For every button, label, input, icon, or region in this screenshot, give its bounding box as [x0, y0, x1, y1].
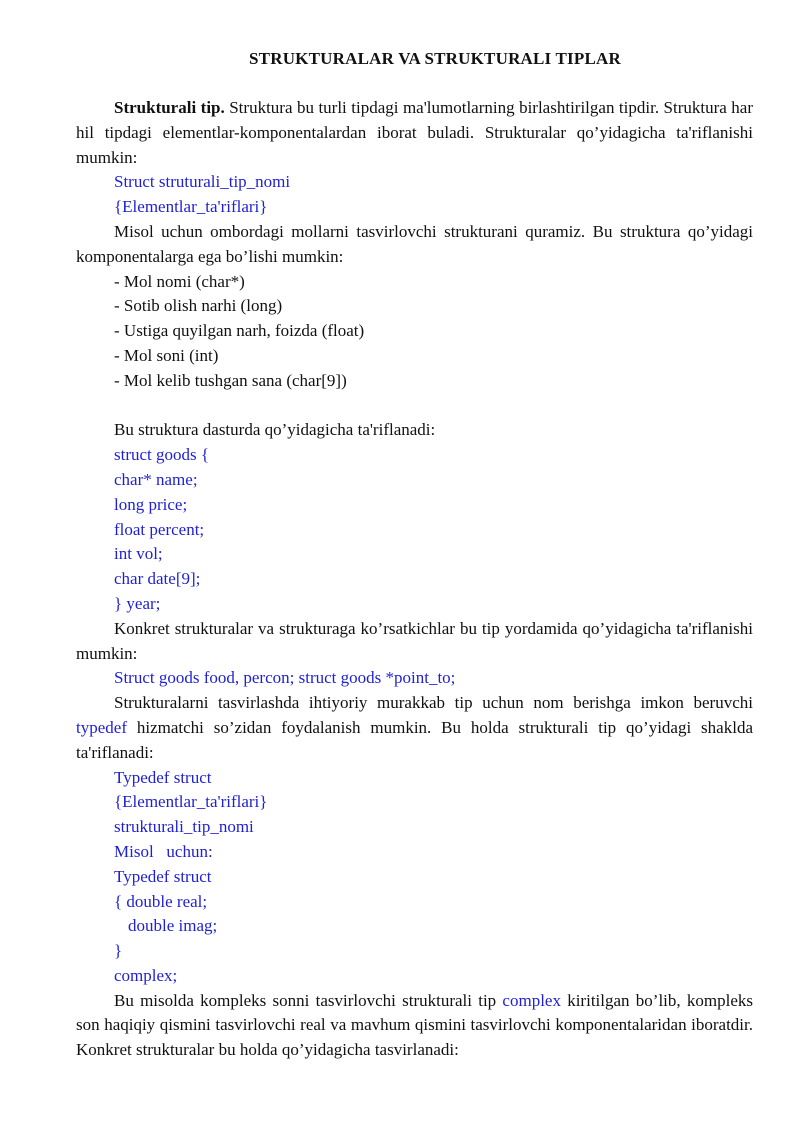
code-line: char* name;	[114, 469, 198, 489]
final-text-before: Bu misolda kompleks sonni tasvirlovchi strukturali tip	[114, 990, 503, 1010]
code-line: } year;	[114, 593, 161, 613]
page-title: STRUKTURALAR VA STRUKTURALI TIPLAR	[249, 49, 621, 68]
list-item: - Ustiga quyilgan narh, foizda (float)	[114, 321, 365, 341]
code-line: Struct struturali_tip_nomi	[114, 172, 291, 192]
code-line: Misol uchun:	[114, 841, 213, 861]
code-line: {Elementlar_ta'riflari}	[114, 792, 268, 812]
typedef-paragraph	[76, 691, 753, 765]
code-line: {Elementlar_ta'riflari}	[114, 197, 268, 217]
pointer-paragraph: Konkret strukturalar va strukturaga ko’rsatkichlar bu tip yordamida qo’yidagicha ta'riflanishi mumkin:	[76, 618, 753, 663]
example-paragraph: Misol uchun ombordagi mollarni tasvirlovchi strukturani quramiz. Bu struktura qo’yidagi komponentalarga ega bo’lishi mumkin:	[76, 221, 753, 266]
define-paragraph: Bu struktura dasturda qo’yidagicha ta'riflanadi:	[114, 420, 436, 440]
document-body	[76, 96, 753, 1063]
code-line: Struct goods food, percon; struct goods *point_to;	[114, 668, 456, 688]
code-line: Typedef struct	[114, 866, 212, 886]
code-line: Typedef struct	[114, 767, 212, 787]
typedef-keyword: typedef	[76, 717, 127, 737]
intro-paragraph	[76, 96, 753, 170]
typedef-text-before: Strukturalarni tasvirlashda ihtiyoriy murakkab tip uchun nom berishga imkon beruvchi	[114, 693, 753, 713]
code-line: float percent;	[114, 519, 205, 539]
final-text-after: kiritilgan bo’lib, kompleks son haqiqiy qismini tasvirlovchi real va mavhum qismini tasvirlovchi komponentalaridan iboratdir. Konkret strukturalar bu holda qo’yidagicha tasvirlanadi:	[76, 990, 753, 1060]
code-line: double imag;	[128, 916, 218, 936]
intro-text: Struktura bu turli tipdagi ma'lumotlarning birlashtirilgan tipdir. Struktura har hil tipdagi elementlar-komponentalardan iborat buladi. Strukturalar qo’yidagicha ta'riflanishi mumkin:	[76, 98, 753, 167]
code-line: }	[114, 941, 123, 961]
final-paragraph	[76, 989, 753, 1063]
list-item: - Mol nomi (char*)	[114, 271, 245, 291]
code-line: complex;	[114, 965, 178, 985]
code-line: long price;	[114, 494, 188, 514]
code-line: strukturali_tip_nomi	[114, 817, 254, 837]
code-line: { double real;	[114, 891, 208, 911]
list-item: - Mol soni (int)	[114, 345, 219, 365]
code-line: int vol;	[114, 544, 163, 564]
code-line: char date[9];	[114, 569, 201, 589]
list-item: - Sotib olish narhi (long)	[114, 296, 283, 316]
list-item: - Mol kelib tushgan sana (char[9])	[114, 370, 347, 390]
typedef-text-after: hizmatchi so’zidan foydalanish mumkin. Bu holda strukturali tip qo’yidagi shaklda ta'riflanadi:	[76, 717, 753, 762]
intro-term: Strukturali tip.	[114, 98, 225, 117]
complex-keyword: complex	[502, 990, 561, 1010]
spacer	[76, 394, 753, 419]
code-line: struct goods {	[114, 445, 210, 465]
